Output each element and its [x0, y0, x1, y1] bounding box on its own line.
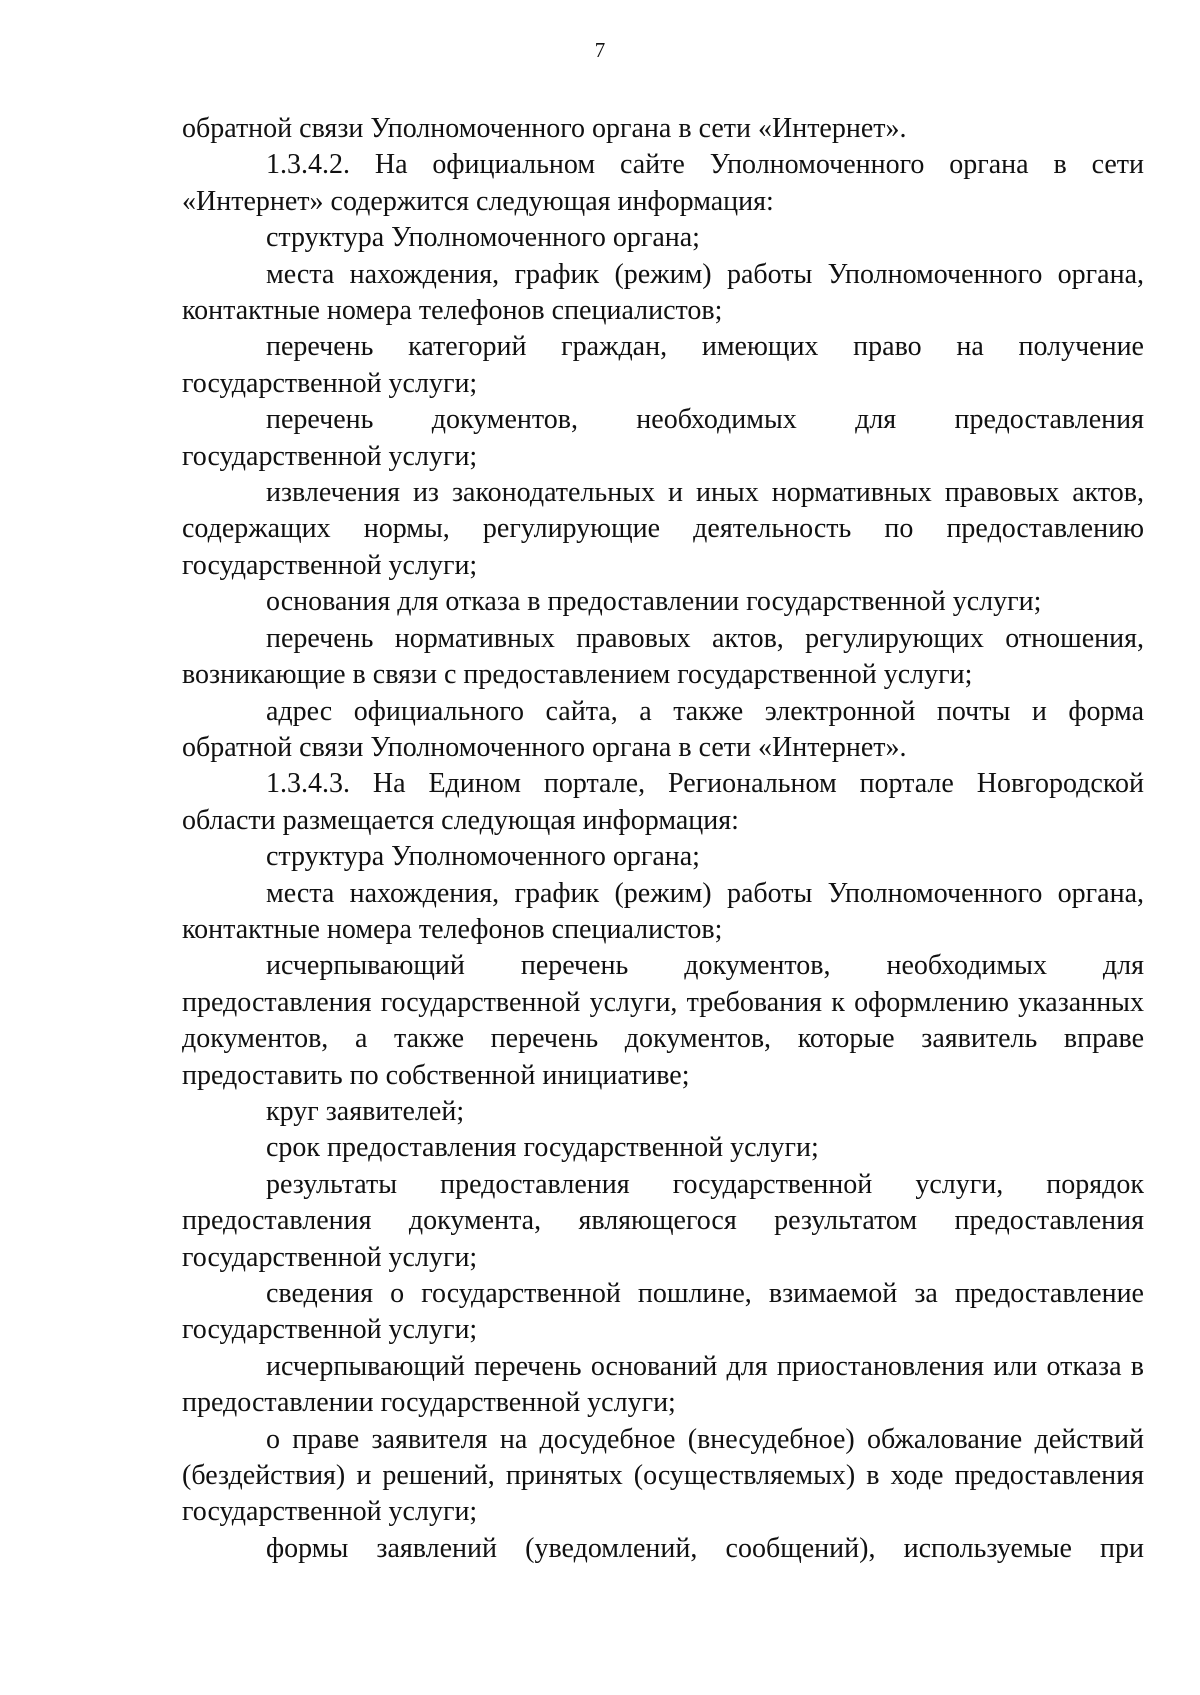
list-item: места нахождения, график (режим) работы Уполномоченного органа, контактные номера телефонов специалистов;: [182, 258, 1144, 327]
list-item: исчерпывающий перечень документов, необходимых для предоставления государственной услуги, требования к оформлению указанных документов, а также перечень документов, которые заявитель вправе предоставить по собственной инициативе;: [182, 950, 1144, 1091]
clause-1-3-4-3: 1.3.4.3. На Едином портале, Региональном портале Новгородской области размещается следующая информация:: [182, 768, 1144, 836]
list-item: сведения о государственной пошлине, взимаемой за предоставление государственной услуги;: [182, 1278, 1144, 1346]
list-item: круг заявителей;: [266, 1095, 465, 1127]
list-item: срок предоставления государственной услуги;: [266, 1132, 819, 1164]
list-item: адрес официального сайта, а также электронной почты и форма обратной связи Уполномоченного органа в сети «Интернет».: [182, 695, 1144, 763]
paragraph-continuation: обратной связи Уполномоченного органа в сети «Интернет».: [182, 113, 907, 144]
list-item: структура Уполномоченного органа;: [266, 222, 700, 254]
list-item: структура Уполномоченного органа;: [266, 841, 700, 873]
list-item-continued: формы заявлений (уведомлений, сообщений), используемые при: [266, 1532, 1144, 1564]
list-item: результаты предоставления государственной услуги, порядок предоставления документа, являющегося результатом предоставления государственной услуги;: [182, 1168, 1144, 1273]
clause-1-3-4-2: 1.3.4.2. На официальном сайте Уполномоченного органа в сети «Интернет» содержится следующая информация:: [182, 149, 1144, 217]
list-item: извлечения из законодательных и иных нормативных правовых актов, содержащих нормы, регулирующие деятельность по предоставлению государственной услуги;: [182, 477, 1144, 581]
list-item: перечень документов, необходимых для предоставления государственной услуги;: [182, 404, 1144, 472]
list-item: исчерпывающий перечень оснований для приостановления или отказа в предоставлении государственной услуги;: [182, 1350, 1144, 1419]
document-body: [182, 111, 1144, 1567]
page-number: 7: [594, 38, 606, 62]
list-item: перечень категорий граждан, имеющих право на получение государственной услуги;: [182, 331, 1144, 399]
list-item: основания для отказа в предоставлении государственной услуги;: [266, 586, 1042, 618]
list-item: перечень нормативных правовых актов, регулирующих отношения, возникающие в связи с предоставлением государственной услуги;: [182, 622, 1144, 691]
list-item: места нахождения, график (режим) работы Уполномоченного органа, контактные номера телефонов специалистов;: [182, 877, 1144, 945]
list-item: о праве заявителя на досудебное (внесудебное) обжалование действий (бездействия) и решений, принятых (осуществляемых) в ходе предоставления государственной услуги;: [182, 1423, 1144, 1528]
